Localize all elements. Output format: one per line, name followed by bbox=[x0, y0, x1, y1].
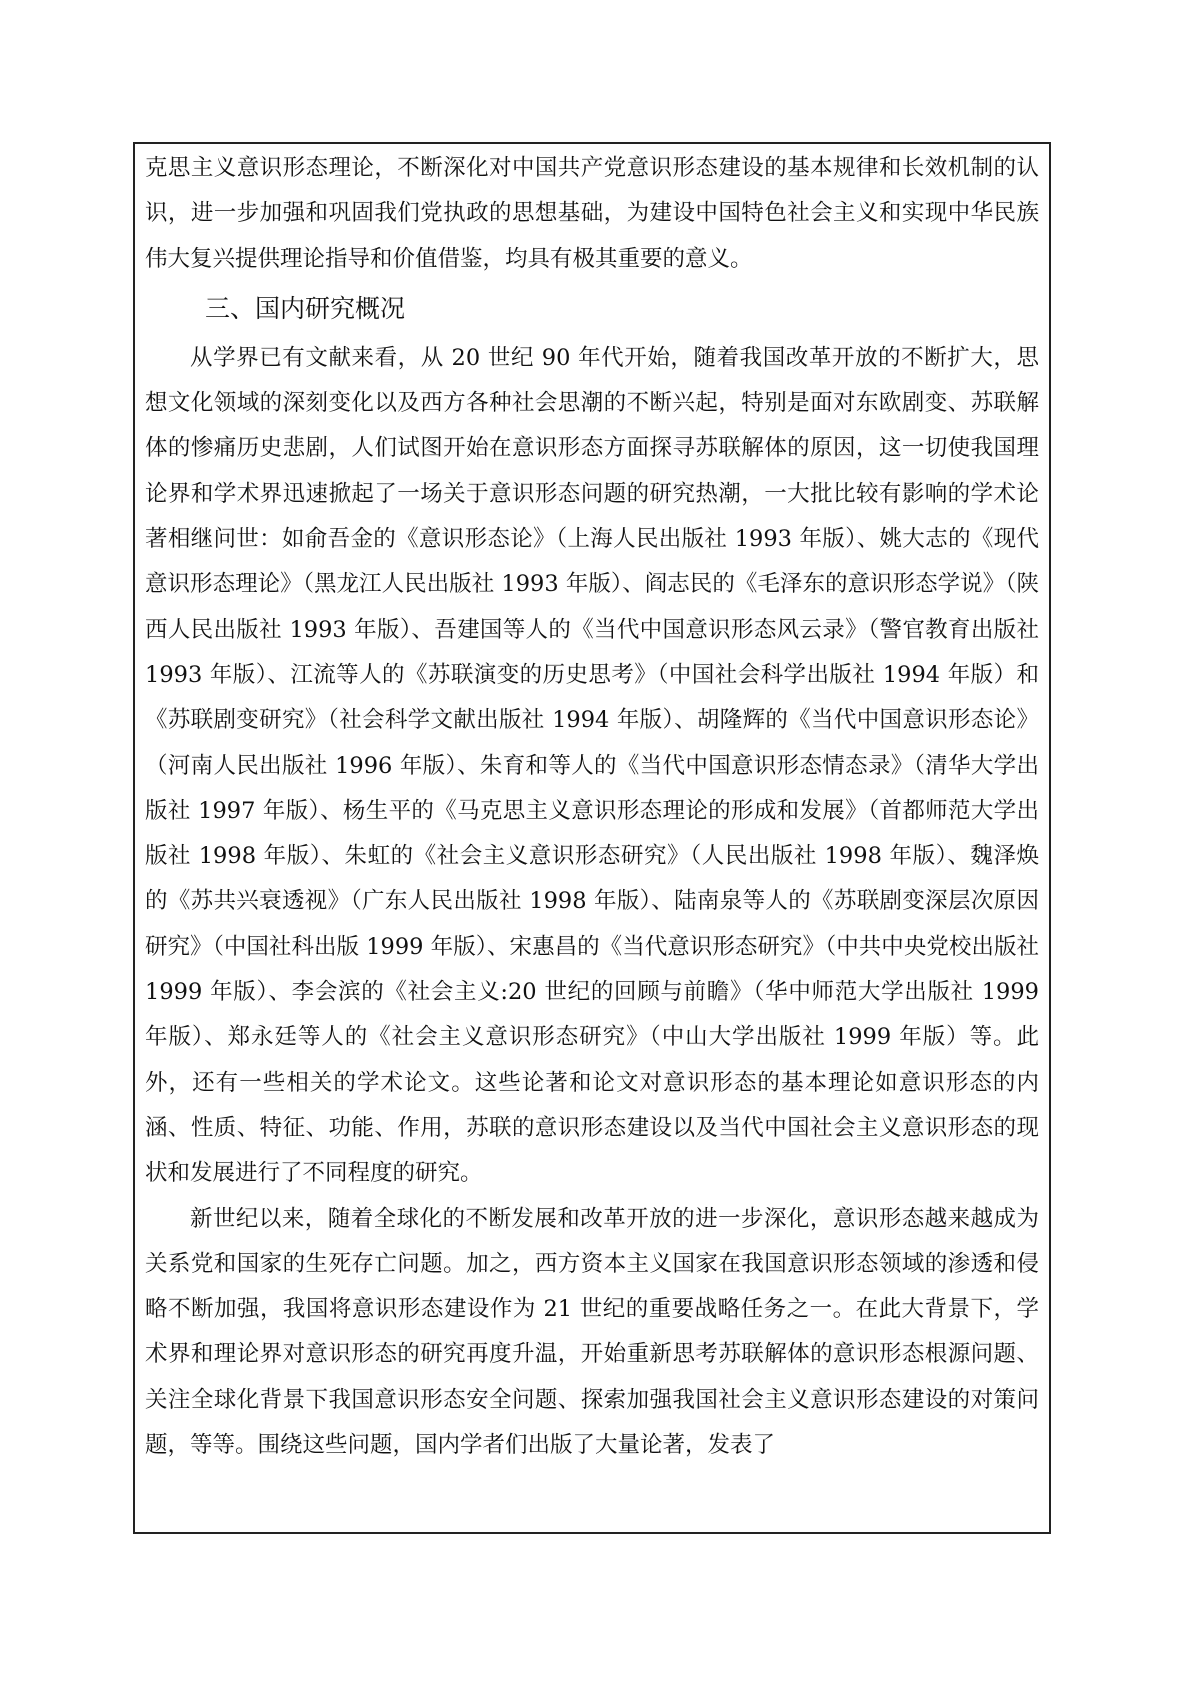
content-frame bbox=[133, 142, 1051, 1534]
document-body bbox=[145, 146, 1039, 1468]
section-heading: 三、国内研究概况 bbox=[205, 293, 406, 323]
paragraph-new-century: 新世纪以来，随着全球化的不断发展和改革开放的进一步深化，意识形态越来越成为关系党和国家的生死存亡问题。加之，西方资本主义国家在我国意识形态领域的渗透和侵略不断加强，我国将意识形态建设作为 21 世纪的重要战略任务之一。在此大背景下，学术界和理论界对意识形态的研究再度升温，开始重新思考苏联解体的意识形态根源问题、关注全球化背景下我国意识形态安全问题、探索加强我国社会主义意识形态建设的对策问题，等等。围绕这些问题，国内学者们出版了大量论著，发表了 bbox=[145, 1205, 1039, 1459]
paragraph-continuation: 克思主义意识形态理论，不断深化对中国共产党意识形态建设的基本规律和长效机制的认识，进一步加强和巩固我们党执政的思想基础，为建设中国特色社会主义和实现中华民族伟大复兴提供理论指导和价值借鉴，均具有极其重要的意义。 bbox=[145, 155, 1039, 272]
paragraph-domestic-research: 从学界已有文献来看，从 20 世纪 90 年代开始，随着我国改革开放的不断扩大，思想文化领域的深刻变化以及西方各种社会思潮的不断兴起，特别是面对东欧剧变、苏联解体的惨痛历史悲剧，人们试图开始在意识形态方面探寻苏联解体的原因，这一切使我国理论界和学术界迅速掀起了一场关于意识形态问题的研究热潮，一大批比较有影响的学术论著相继问世：如俞吾金的《意识形态论》（上海人民出版社 1993 年版）、姚大志的《现代意识形态理论》（黑龙江人民出版社 1993 年版）、阎志民的《毛泽东的意识形态学说》（陕西人民出版社 1993 年版）、吾建国等人的《当代中国意识形态风云录》（警官教育出版社 1993 年版）、江流等人的《苏联演变的历史思考》（中国社会科学出版社 1994 年版）和《苏联剧变研究》（社会科学文献出版社 1994 年版）、胡隆辉的《当代中国意识形态论》（河南人民出版社 1996 年版）、朱育和等人的《当代中国意识形态情态录》（清华大学出版社 1997 年版）、杨生平的《马克思主义意识形态理论的形成和发展》（首都师范大学出版社 1998 年版）、朱虹的《社会主义意识形态研究》（人民出版社 1998 年版）、魏泽焕的《苏共兴衰透视》（广东人民出版社 1998 年版）、陆南泉等人的《苏联剧变深层次原因研究》（中国社科出版 1999 年版）、宋惠昌的《当代意识形态研究》（中共中央党校出版社 1999 年版）、李会滨的《社会主义:20 世纪的回顾与前瞻》（华中师范大学出版社 1999 年版）、郑永廷等人的《社会主义意识形态研究》（中山大学出版社 1999 年版）等。此外，还有一些相关的学术论文。这些论著和论文对意识形态的基本理论如意识形态的内涵、性质、特征、功能、作用，苏联的意识形态建设以及当代中国社会主义意识形态的现状和发展进行了不同程度的研究。 bbox=[145, 344, 1039, 1187]
